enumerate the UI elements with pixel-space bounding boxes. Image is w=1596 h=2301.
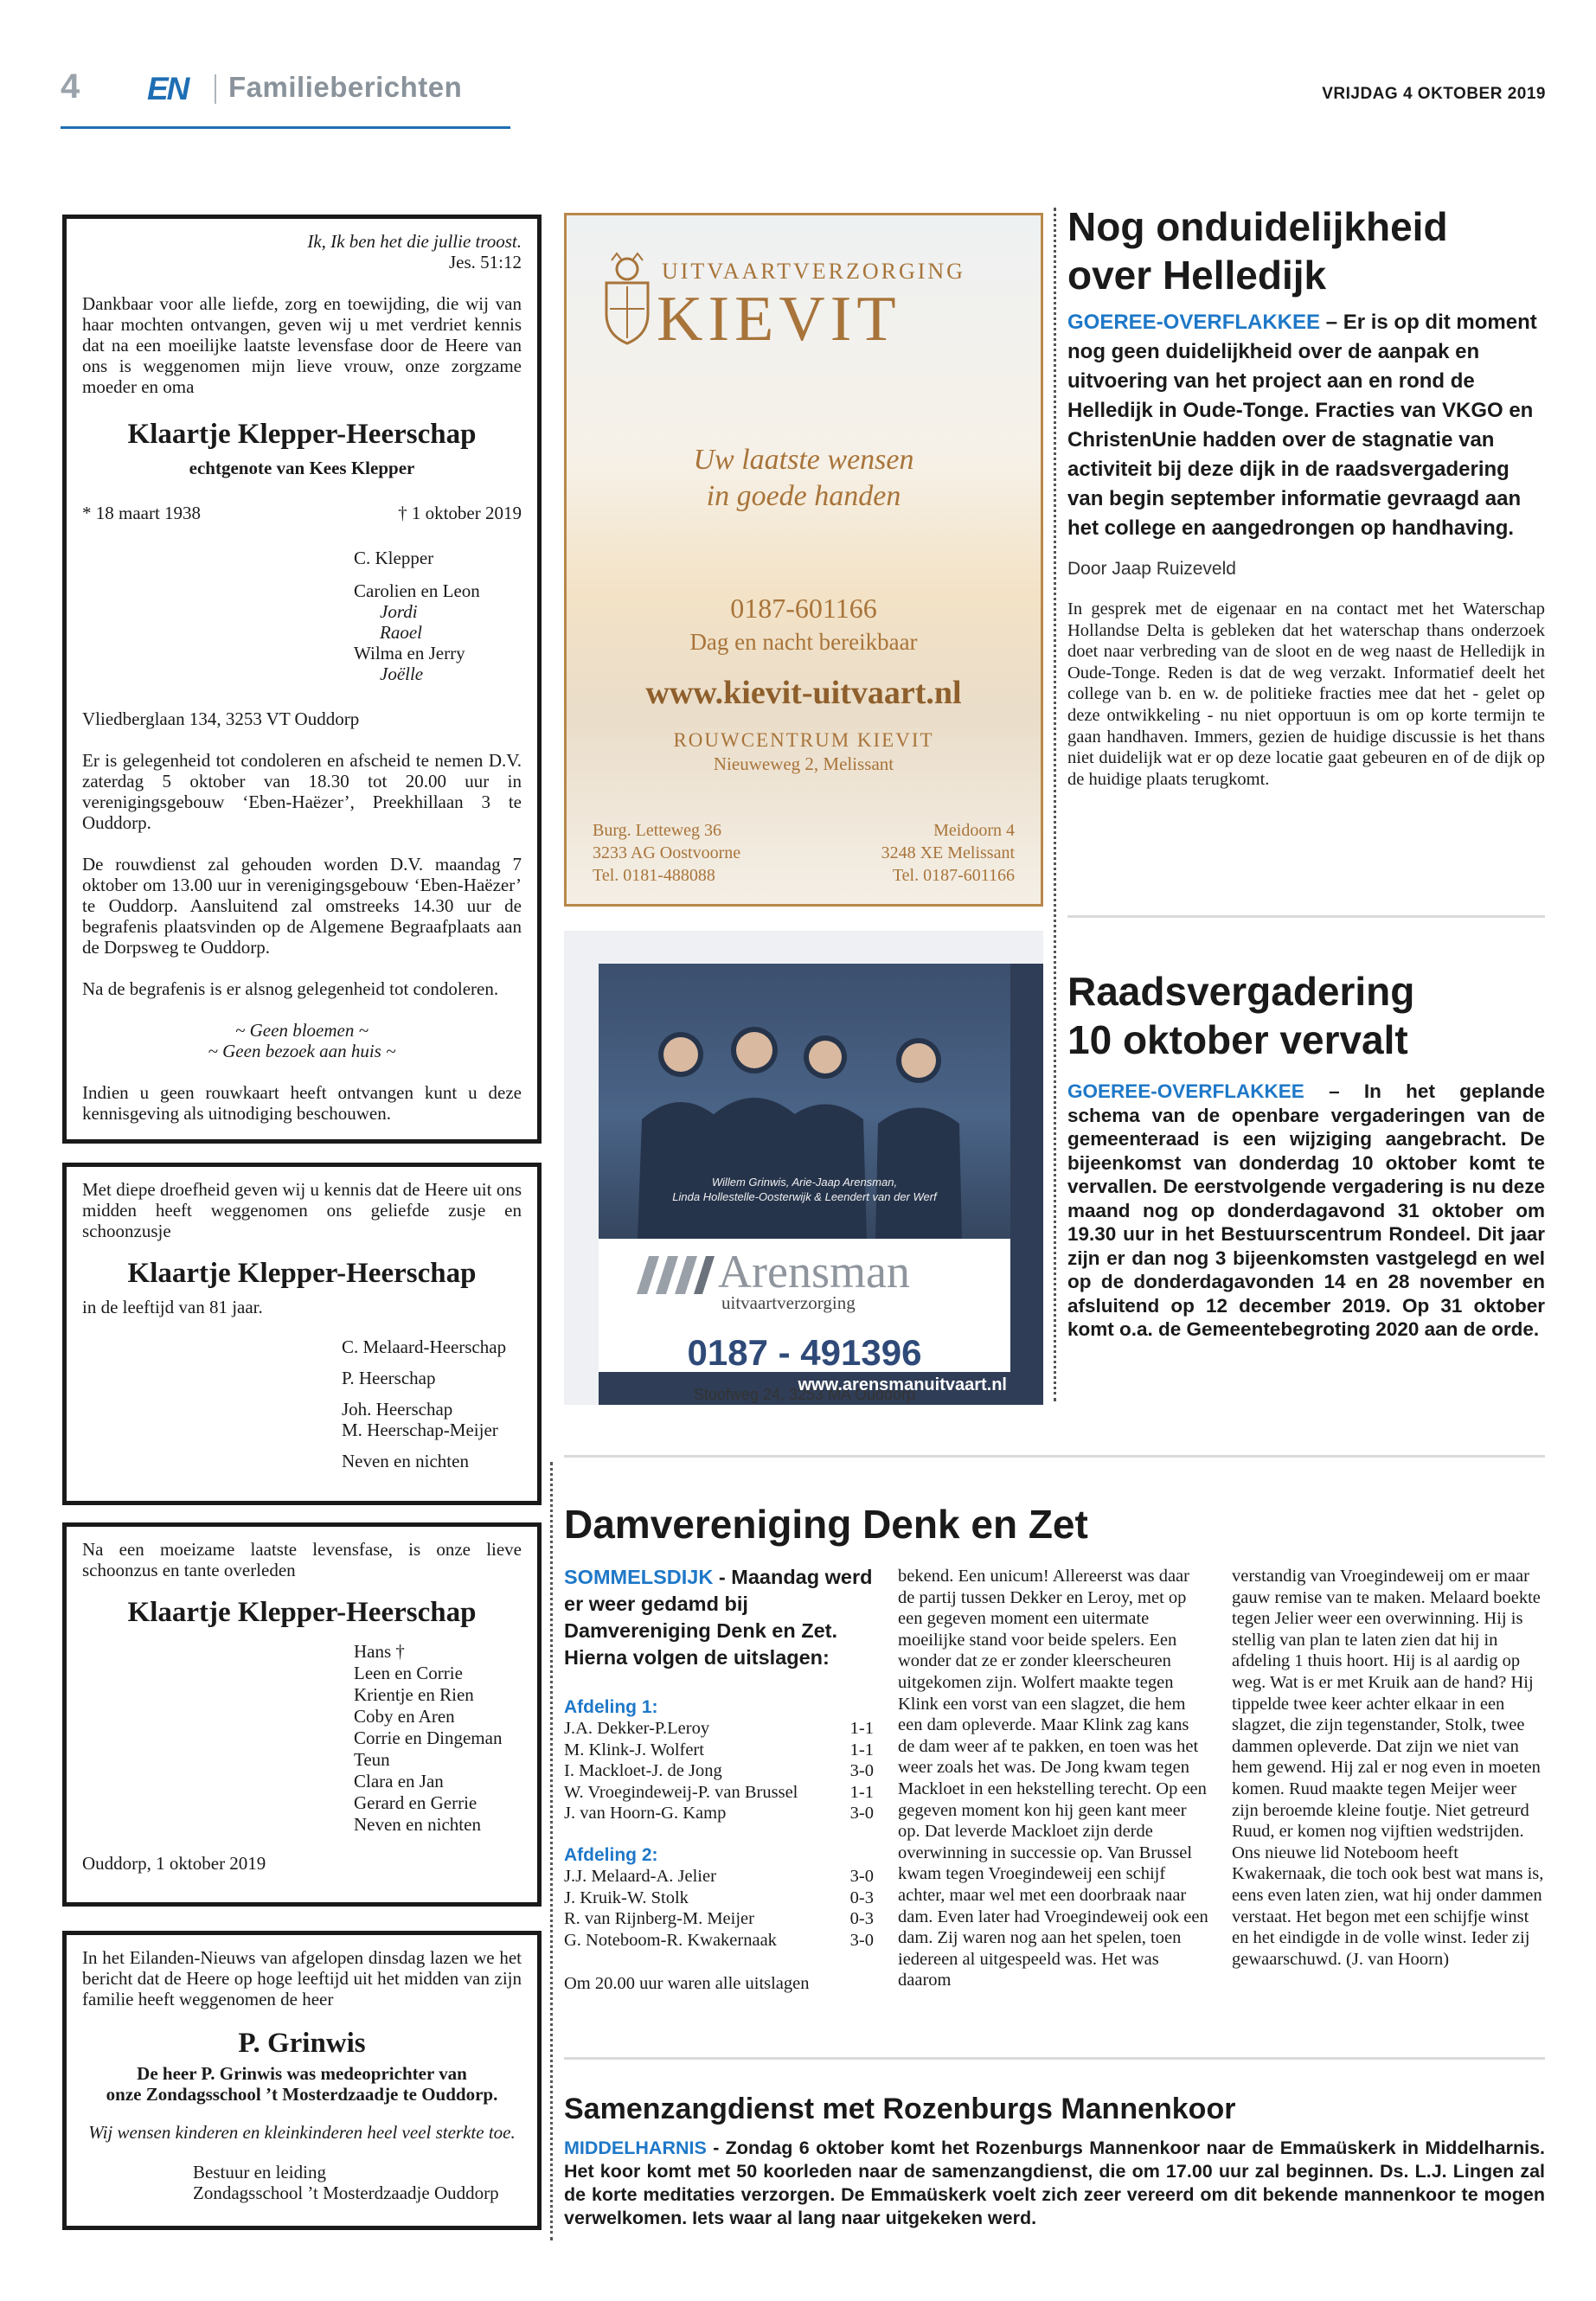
result-score: 3-0 (849, 1866, 874, 1886)
notice-address: Vliedberglaan 134, 3253 VT Ouddorp (82, 708, 360, 729)
deceased-name: Klaartje Klepper-Heerschap (127, 419, 477, 450)
family-member: Teun (354, 1749, 390, 1770)
division-heading: Afdeling 1: (564, 1697, 658, 1717)
family-member: Jordi (380, 601, 418, 622)
article-lead-text: – Er is op dit moment nog geen duidelijkheid over de aanpak en uitvoering van het project aan en rond de Helledijk in Oude-Tonge. Fracties van VKGO en ChristenUnie hadden over de stagnatie van activiteit bij deze dijk in de raadsvergadering van begin september informatie gevraagd aan het college en aangedrongen op handhaving. (1067, 311, 1537, 540)
kievit-center-address: Nieuweweg 2, Melissant (713, 753, 894, 774)
kievit-top-text: UITVAARTVERZORGING (662, 259, 965, 284)
arensman-address: Stoofweg 24, 3253 MA Ouddorp (693, 1386, 916, 1403)
result-match: G. Noteboom-R. Kwakernaak (564, 1930, 777, 1950)
family-member: C. Klepper (354, 548, 434, 568)
notice-no-visit: ~ Geen bezoek aan huis ~ (208, 1041, 396, 1061)
article-separator (1067, 915, 1545, 918)
address-line: Tel. 0181-488088 (593, 866, 715, 885)
result-row (564, 1930, 874, 1952)
article-lead-text: - Zondag 6 oktober komt het Rozenburgs Mannenkoor naar de Emmaüskerk in Middelharnis. Het koor komt met 50 koorleden naar de samenzangdienst, die om 17.00 uur zal beginnen. Ds. L.J. Lingen zal de korte meditaties verzorgen. De Emmaüskerk voelt zich zeer vereerd om dit bekende mannenkoor te mogen verwelkomen. Iets waar al lang naar uitgekeken werd. (564, 2138, 1545, 2228)
section-title: Familieberichten (228, 71, 463, 103)
result-match: R. van Rijnberg-M. Meijer (564, 1909, 754, 1929)
family-member: Leen en Corrie (354, 1663, 463, 1683)
death-notice-3 (62, 1522, 542, 1907)
notice-intro: Met diepe droefheid geven wij u kennis dat de Heere uit ons midden heeft weggenomen ons geliefde zusje en schoonzusje (82, 1179, 522, 1241)
family-member: Wilma en Jerry (354, 643, 465, 663)
dam-column-2: bekend. Een unicum! Allereerst was daar de partij tussen Dekker en Leroy, met op een gegeven moment een uitermate moeilijke stand voor beide spelers. Een wonder dat ze er zonder kleerscheuren uitgekomen zijn. Wolfert maakte tegen Klink een vorst van een slagzet, die hem een dam opleverde. Maar Klink zag kans de dam weer af te pakken, en toen was het weer zoals het was. De Jong kwam tegen Mackloet in een hekstelling terecht. Op een gegeven moment kon hij geen kant meer op. Dat leverde Mackloet zijn derde overwinning in successie op. Van Brussel kwam tegen Vroegindeweij een schijf achter, maar wel met een doorbraak naar dam. Even later had Vroegindeweij ook een dam. Zij waren nog aan het spelen, toen iedereen al uitgespeeld was. Het was daarom (898, 1567, 1208, 1990)
results-table (564, 1718, 874, 1824)
result-row (564, 1866, 874, 1888)
result-match: J.J. Melaard-A. Jelier (564, 1866, 716, 1886)
result-row (564, 1740, 874, 1761)
result-row (564, 1888, 874, 1909)
dam-column-3: verstandig van Vroegindeweij om er maar gauw remise van te maken. Melaard boekte tegen Jelier weer een overwinning. Hij is stellig van plan te laten zien dat hij in afdeling 1 thuis hoort. Hij is al aardig op weg. Wat is er met Kruik aan de hand? Hij tippelde twee keer achter elkaar in een slagzet, die zijn tegenstander, Stolk, twee dammen opleverde. Dat zijn we niet van hem gewend. Hij zal er nog even in moeten komen. Ruud maakte tegen Meijer weer zijn beroemde kleine foutje. Niet getreurd Ruud, er komen nog vijftien wedstrijden. Ons nieuwe lid Noteboom heeft Kwakernaak, die toch ook best wat mans is, eens even laten zien, wat hij onder dammen verstaat. Het begon met een schijfje winst en het eindigde in de volle winst. Ieder zij gewaarschuwd. (J. van Hoorn) (1232, 1567, 1544, 1969)
article-title-line: 10 oktober vervalt (1067, 1017, 1408, 1062)
family-member: Clara en Jan (354, 1771, 444, 1791)
family-member: Gerard en Gerrie (354, 1792, 478, 1813)
page-number: 4 (61, 67, 80, 106)
result-score: 0-3 (849, 1888, 874, 1907)
family-member: Carolien en Leon (354, 580, 480, 601)
kievit-availability: Dag en nacht bereikbaar (689, 629, 918, 655)
article-lead (1067, 1080, 1545, 1342)
family-member: Corrie en Dingeman (354, 1727, 503, 1748)
notice-after: Na de begrafenis is er alsnog gelegenheid tot condoleren. (82, 978, 499, 999)
arensman-website[interactable]: www.arensmanuitvaart.nl (798, 1375, 1007, 1394)
notice-quote: Ik, Ik ben het die jullie troost. (307, 231, 522, 252)
death-notice-1 (62, 215, 542, 1144)
result-score: 1-1 (849, 1782, 874, 1802)
birth-date: * 18 maart 1938 (82, 503, 202, 523)
kievit-website[interactable]: www.kievit-uitvaart.nl (645, 675, 962, 711)
kievit-address-left (593, 819, 740, 887)
arensman-advertisement (564, 931, 1043, 1405)
kievit-brand: KIEVIT (657, 284, 901, 355)
article-separator (564, 2057, 1545, 2060)
result-match: W. Vroegindeweij-P. van Brussel (564, 1782, 798, 1802)
crest-icon (599, 252, 655, 347)
notice-role-1: De heer P. Grinwis was medeoprichter van (137, 2063, 467, 2084)
arensman-logo-icon (637, 1256, 715, 1294)
article-title-line: Raadsvergadering (1067, 969, 1415, 1014)
family-member: Joh. Heerschap (342, 1399, 453, 1420)
family-member: Coby en Aren (354, 1706, 455, 1727)
family-list (354, 1641, 522, 1836)
column-divider (1054, 208, 1056, 1401)
header-rule (61, 126, 510, 129)
death-notice-2 (62, 1163, 542, 1505)
notice-age: in de leeftijd van 81 jaar. (82, 1297, 263, 1317)
address-line: Meidoorn 4 (933, 821, 1015, 840)
signature-line: Bestuur en leiding (193, 2162, 326, 2182)
notice-quote-ref: Jes. 51:12 (449, 252, 522, 272)
article-title-line: over Helledijk (1067, 253, 1327, 298)
kievit-advertisement (564, 213, 1043, 907)
issue-date: VRIJDAG 4 OKTOBER 2019 (1322, 85, 1546, 103)
death-date: † 1 oktober 2019 (398, 503, 522, 523)
result-row (564, 1803, 874, 1824)
family-member: Joëlle (380, 663, 424, 684)
article-separator (564, 1455, 1545, 1458)
article-lead-text: - Maandag werd er weer gedamd bij Damvereniging Denk en Zet. Hierna volgen de uitslagen: (564, 1566, 873, 1669)
kievit-center: ROUWCENTRUM KIEVIT (673, 729, 934, 751)
deceased-name: Klaartje Klepper-Heerschap (127, 1258, 477, 1289)
deceased-name: P. Grinwis (238, 2028, 366, 2059)
notice-intro: In het Eilanden-Nieuws van afgelopen dinsdag lazen we het bericht dat de Heere op hoge leeftijd uit het midden van zijn familie heeft weggenomen de heer (82, 1947, 522, 2009)
result-match: J. Kruik-W. Stolk (564, 1888, 689, 1907)
notice-no-flowers: ~ Geen bloemen ~ (235, 1020, 369, 1041)
article-title-line: Nog onduidelijkheid (1067, 204, 1448, 249)
family-member: Raoel (380, 622, 422, 643)
address-line: 3233 AG Oostvoorne (593, 843, 741, 862)
notice-place-date: Ouddorp, 1 oktober 2019 (82, 1853, 266, 1874)
arensman-brand: Arensman (718, 1246, 910, 1298)
result-score: 3-0 (849, 1804, 874, 1823)
results-table (564, 1866, 874, 1951)
kievit-slogan-1: Uw laatste wensen (693, 444, 914, 476)
arensman-phone: 0187 - 491396 (687, 1332, 922, 1373)
column-divider (550, 1462, 553, 2240)
kievit-slogan-2: in goede handen (706, 480, 901, 512)
division-heading: Afdeling 2: (564, 1844, 658, 1865)
address-line: 3248 XE Melissant (881, 843, 1015, 862)
result-match: J.A. Dekker-P.Leroy (564, 1719, 710, 1738)
article-lead-text: – In het geplande schema van de openbare vergaderingen van de gemeenteraad is een wijziging aangebracht. De bijeenkomst van donderdag 10 oktober komt te vervallen. De eerstvolgende vergadering is nu deze maand nog op donderdagavond 31 oktober om 19.30 uur in het Bestuurscentrum Rondeel. Dit jaar zijn er dan nog 3 bijeenkomsten vastgelegd en wel op de donderdagavonden 14 en 28 november en afsluitend op 12 december 2019. Op 31 oktober komt o.a. de Gemeentebegroting 2020 aan de orde. (1067, 1080, 1545, 1340)
header-separator (215, 74, 216, 104)
result-score: 3-0 (849, 1761, 874, 1781)
article-lead (564, 1564, 874, 1671)
family-member: Krientje en Rien (354, 1684, 474, 1705)
result-match: J. van Hoorn-G. Kamp (564, 1804, 727, 1823)
family-member: Neven en nichten (354, 1814, 481, 1835)
article-body: In gesprek met de eigenaar en na contact met het Waterschap Hollandse Delta is gebleken dat het waterschap thans onderzoek doet naar verbreding van de sloot en de weg naast de Helledijk in Oude-Tonge. Reden is dat de weg verzakt. Informatief deelt het college van b. en w. de politieke fracties mee dat het - gelet op deze ontwikkeling - nu niet opportuun is om op korte termijn te gaan handhaven. Immers, gezien de huidige discussie is het thans niet duidelijk wat er op deze locatie gaat gebeuren en of de dijk op de huidige plaats terugkomt. (1067, 599, 1545, 789)
result-match: M. Klink-J. Wolfert (564, 1740, 704, 1759)
notice-role-2: onze Zondagsschool ’t Mosterdzaadje te Ouddorp. (106, 2084, 498, 2105)
result-match: I. Mackloet-J. de Jong (564, 1761, 722, 1781)
article-location: GOEREE-OVERFLAKKEE (1067, 1080, 1304, 1102)
family-member: C. Melaard-Heerschap (342, 1336, 507, 1357)
article-lead (564, 2137, 1545, 2230)
deceased-name: Klaartje Klepper-Heerschap (127, 1597, 477, 1628)
notice-subtitle: echtgenote van Kees Klepper (189, 458, 415, 478)
photo-caption-1: Willem Grinwis, Arie-Jaap Arensman, (711, 1176, 898, 1189)
result-score: 1-1 (849, 1719, 874, 1738)
dam-column-1 (564, 1564, 874, 1995)
notice-intro: Dankbaar voor alle liefde, zorg en toewijding, die wij van haar mochten ontvangen, geven wij u met verdriet kennis dat na een moeilijke laatste levensfase door de Heere van ons is weggenomen mijn lieve vrouw, onze zorgzame moeder en oma (82, 293, 522, 397)
article-location: GOEREE-OVERFLAKKEE (1067, 311, 1321, 334)
article-title: Samenzangdienst met Rozenburgs Mannenkoor (564, 2093, 1236, 2125)
family-member: M. Heerschap-Meijer (342, 1420, 498, 1440)
kievit-address-right (881, 819, 1015, 887)
notice-intro: Na een moeizame laatste levensfase, is onze lieve schoonzus en tante overleden (82, 1539, 522, 1580)
photo-caption-2: Linda Hollestelle-Oosterwijk & Leendert van der Werf (672, 1190, 937, 1203)
result-score: 1-1 (849, 1740, 874, 1759)
family-member: Neven en nichten (342, 1451, 469, 1471)
notice-signature (193, 2162, 522, 2203)
family-member: Hans † (354, 1641, 405, 1662)
notice-service: De rouwdienst zal gehouden worden D.V. maandag 7 oktober om 13.00 uur in verenigingsgebouw ‘Eben-Haëzer’ te Ouddorp. Aansluitend zal omstreeks 14.30 uur de begrafenis plaatsvinden op de Algemene Begraafplaats aan de Dorpsweg te Ouddorp. (82, 854, 522, 958)
notice-closing: Indien u geen rouwkaart heeft ontvangen kunt u deze kennisgeving als uitnodiging beschouwen. (82, 1082, 522, 1124)
article-lead (1067, 308, 1545, 543)
family-member: P. Heerschap (342, 1368, 436, 1388)
en-logo: EN (147, 71, 189, 106)
article-body: Om 20.00 uur waren alle uitslagen (564, 1974, 810, 1994)
notice-condolence: Er is gelegenheid tot condoleren en afscheid te nemen D.V. zaterdag 5 oktober van 18.30 tot 20.00 uur in verenigingsgebouw ‘Eben-Haëzer’, Preekhillaan 3 te Ouddorp. (82, 750, 522, 833)
article-helledijk (1067, 202, 1545, 790)
signature-line: Zondagsschool ’t Mosterdzaadje Ouddorp (193, 2182, 499, 2203)
article-location: SOMMELSDIJK (564, 1566, 714, 1588)
article-raadsvergadering (1067, 967, 1545, 1342)
family-list (354, 548, 522, 684)
result-score: 3-0 (849, 1930, 874, 1950)
address-line: Burg. Letteweg 36 (593, 821, 722, 840)
arensman-sub: uitvaartverzorging (721, 1292, 856, 1313)
article-title: Damvereniging Denk en Zet (564, 1502, 1088, 1547)
result-score: 0-3 (849, 1909, 874, 1929)
result-row (564, 1908, 874, 1930)
article-byline: Door Jaap Ruizeveld (1067, 559, 1236, 579)
address-line: Tel. 0187-601166 (892, 866, 1015, 885)
result-row (564, 1782, 874, 1804)
article-location: MIDDELHARNIS (564, 2138, 707, 2158)
memorial-notice-4 (62, 1931, 542, 2230)
result-row (564, 1718, 874, 1740)
family-list (342, 1336, 522, 1471)
notice-wish: Wij wensen kinderen en kleinkinderen heel veel sterkte toe. (88, 2122, 516, 2143)
result-row (564, 1760, 874, 1782)
kievit-phone: 0187-601166 (730, 593, 877, 624)
